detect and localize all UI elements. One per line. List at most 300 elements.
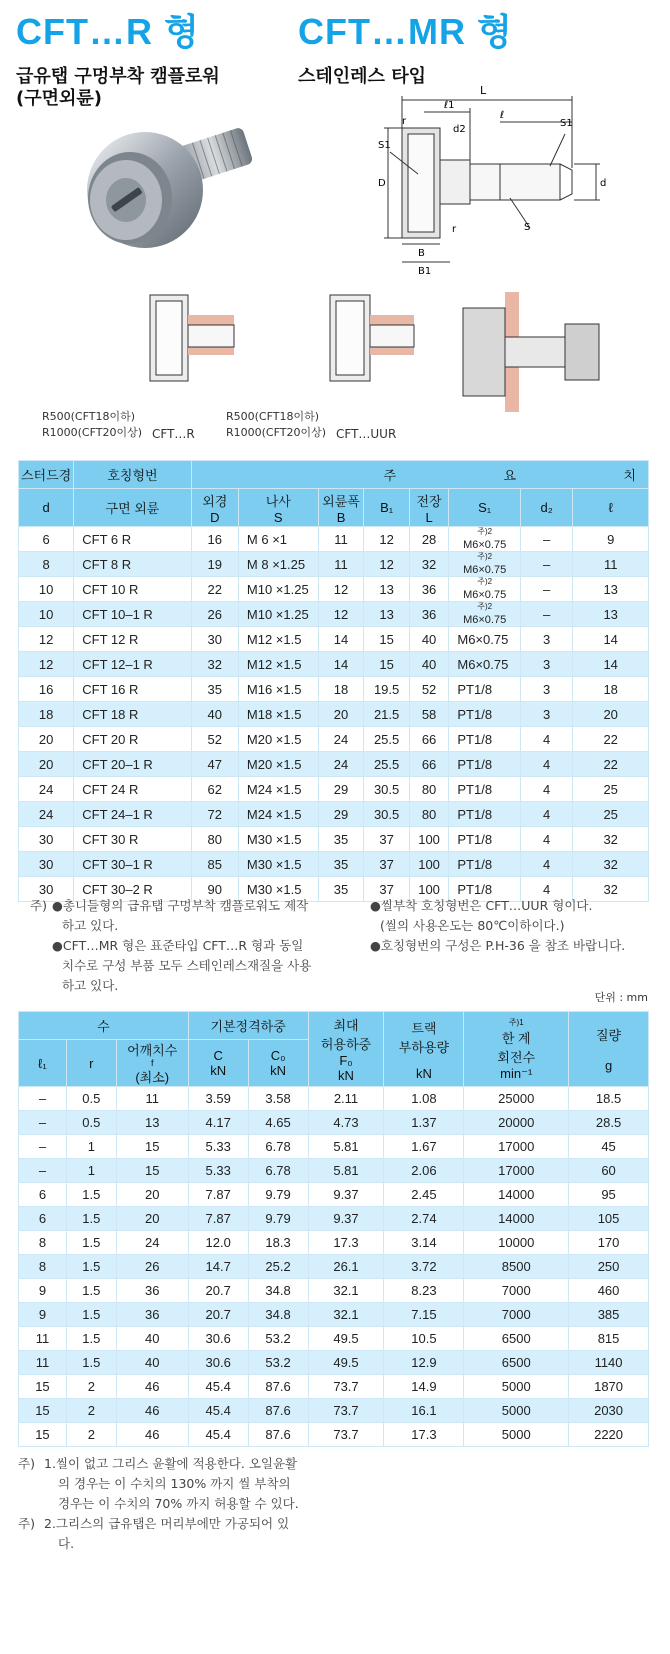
table-cell-r: 1.5 xyxy=(66,1207,116,1231)
note-left-2: ●CFT…MR 형은 표준타입 CFT…R 형과 동일 xyxy=(52,938,304,953)
table-row xyxy=(19,1255,649,1279)
table-cell-L: 28 xyxy=(409,527,449,552)
table-cell-l: 14 xyxy=(573,652,649,677)
table-cell-L: 40 xyxy=(409,627,449,652)
th2-max-top: 최대 xyxy=(333,1018,359,1033)
th2-l1: ℓ₁ xyxy=(19,1040,67,1087)
table-cell-l: 14 xyxy=(573,627,649,652)
table-cell-L: 100 xyxy=(409,827,449,852)
table-cell-mass: 250 xyxy=(569,1255,649,1279)
table-row xyxy=(19,577,649,602)
table-cell-d2: – xyxy=(520,602,572,627)
table-cell-f: 40 xyxy=(116,1351,188,1375)
table-cell-model: CFT 10–1 R xyxy=(74,602,191,627)
table-cell-rpm: 7000 xyxy=(464,1279,569,1303)
th-S-sym: S xyxy=(273,509,283,525)
table-cell-l: 11 xyxy=(573,552,649,577)
table-row xyxy=(19,777,649,802)
table-cell-S1: PT1/8 xyxy=(449,877,521,902)
th-main-chi: 치 xyxy=(623,468,636,483)
note-left-2b: 치수로 구성 부품 모두 스테인레스재질을 사용 xyxy=(62,958,312,973)
note-right-1: ●씰부착 호칭형번은 CFT…UUR 형이다. xyxy=(370,898,593,913)
label-r-bottom: r xyxy=(452,224,457,235)
table-cell-F0: 32.1 xyxy=(308,1279,384,1303)
table-cell-D: 32 xyxy=(191,652,238,677)
th-L-top: 전장 xyxy=(416,493,442,509)
th2-mass-g: g xyxy=(604,1058,613,1073)
table-cell-D: 90 xyxy=(191,877,238,902)
table-cell-F0: 4.73 xyxy=(308,1111,384,1135)
table-cell-C0: 87.6 xyxy=(248,1423,308,1447)
table-cell-model: CFT 20 R xyxy=(74,727,191,752)
th2-limit-mid: 회전수 xyxy=(497,1049,536,1065)
table-cell-mass: 2030 xyxy=(569,1399,649,1423)
dimension-drawing xyxy=(360,78,660,278)
table-cell-B1: 37 xyxy=(364,827,409,852)
table-cell-D: 52 xyxy=(191,727,238,752)
caption-r500-b: R500(CFT18이하) xyxy=(226,410,320,423)
table-cell-B: 12 xyxy=(318,577,364,602)
table-cell-D: 16 xyxy=(191,527,238,552)
table-row xyxy=(19,1111,649,1135)
table-cell-d2: 4 xyxy=(520,877,572,902)
table-cell-mass: 460 xyxy=(569,1279,649,1303)
table-cell-l: 13 xyxy=(573,577,649,602)
th2-C-sym: C xyxy=(213,1048,223,1063)
table-row xyxy=(19,727,649,752)
table-cell-track: 10.5 xyxy=(384,1327,464,1351)
table-cell-C0: 3.58 xyxy=(248,1087,308,1111)
table-cell-B1: 30.5 xyxy=(364,777,409,802)
table-cell-F0: 9.37 xyxy=(308,1207,384,1231)
table-row xyxy=(19,602,649,627)
th-main-ju: 주 xyxy=(383,468,397,483)
th2-C-kn: kN xyxy=(210,1063,227,1078)
table-cell-C0: 25.2 xyxy=(248,1255,308,1279)
th2-basic: 기본정격하중 xyxy=(188,1012,308,1040)
table-cell-l1: 11 xyxy=(19,1351,67,1375)
table-row xyxy=(19,1279,649,1303)
th2-C0 xyxy=(248,1040,308,1087)
page-title-cft-r: CFT…R 형 xyxy=(16,11,200,52)
label-S1-right: S1 xyxy=(560,118,573,129)
table-cell-track: 1.67 xyxy=(384,1135,464,1159)
table-cell-d: 30 xyxy=(19,877,74,902)
th2-limit xyxy=(464,1012,569,1087)
table-cell-C0: 53.2 xyxy=(248,1351,308,1375)
table-cell-l1: 9 xyxy=(19,1279,67,1303)
table-cell-mass: 18.5 xyxy=(569,1087,649,1111)
mount-figure-uur xyxy=(320,285,415,395)
spec-table-loads-body xyxy=(19,1087,649,1447)
s1-value: M6×0.75 xyxy=(463,588,507,601)
table-cell-f: 26 xyxy=(116,1255,188,1279)
table-cell-mass: 815 xyxy=(569,1327,649,1351)
note2-2b: 다. xyxy=(58,1536,75,1551)
table-cell-S1: PT1/8 xyxy=(449,752,521,777)
label-d: d xyxy=(600,178,607,189)
subtitle-left xyxy=(16,66,220,110)
table-cell-model: CFT 20–1 R xyxy=(74,752,191,777)
table-cell-S1: PT1/8 xyxy=(449,852,521,877)
table-cell-model: CFT 8 R xyxy=(74,552,191,577)
table-cell-B1: 25.5 xyxy=(364,752,409,777)
th2-limit-top: 한 계 xyxy=(501,1030,531,1046)
s1-value: M6×0.75 xyxy=(463,563,507,576)
footnote-marker: 주)2 xyxy=(477,526,493,536)
spec-table-dimensions xyxy=(18,460,649,902)
table-cell-d2: 4 xyxy=(520,852,572,877)
footnote-marker: 주)2 xyxy=(477,551,493,561)
notes-block-1 xyxy=(30,896,47,916)
table-cell-d2: 3 xyxy=(520,702,572,727)
table-cell-S1: PT1/8 xyxy=(449,777,521,802)
table-row xyxy=(19,1183,649,1207)
th2-track-top: 트랙 xyxy=(411,1020,437,1036)
table-row xyxy=(19,1351,649,1375)
table-cell-mass: 1140 xyxy=(569,1351,649,1375)
table-cell-S: M 6 ×1 xyxy=(238,527,318,552)
table-cell-F0: 9.37 xyxy=(308,1183,384,1207)
table-cell-B: 14 xyxy=(318,627,364,652)
table-cell-B: 11 xyxy=(318,527,364,552)
th-main-dims xyxy=(191,461,648,489)
table-cell-r: 1.5 xyxy=(66,1255,116,1279)
table-cell-l: 13 xyxy=(573,602,649,627)
table-cell-track: 7.15 xyxy=(384,1303,464,1327)
table-cell-L: 58 xyxy=(409,702,449,727)
table-cell-f: 46 xyxy=(116,1375,188,1399)
table-cell-rpm: 7000 xyxy=(464,1303,569,1327)
th-D-top: 외경 xyxy=(202,493,228,509)
product-photo xyxy=(70,108,260,253)
table-cell-C: 12.0 xyxy=(188,1231,248,1255)
table-cell-S1: PT1/8 xyxy=(449,827,521,852)
table-cell-B: 29 xyxy=(318,802,364,827)
table-cell-L: 52 xyxy=(409,677,449,702)
th-B1: B₁ xyxy=(364,489,409,527)
table-cell-rpm: 8500 xyxy=(464,1255,569,1279)
subtitle-left-line1: 급유탭 구멍부착 캠플로워 xyxy=(16,66,220,87)
table-cell-mass: 105 xyxy=(569,1207,649,1231)
table-cell-l1: 15 xyxy=(19,1399,67,1423)
table-cell-F0: 5.81 xyxy=(308,1135,384,1159)
table-cell-rpm: 14000 xyxy=(464,1207,569,1231)
table-cell-F0: 49.5 xyxy=(308,1351,384,1375)
table-cell-B1: 19.5 xyxy=(364,677,409,702)
table-cell-B: 20 xyxy=(318,702,364,727)
table-cell-L: 40 xyxy=(409,652,449,677)
table-cell-f: 13 xyxy=(116,1111,188,1135)
table-cell-model: CFT 30–2 R xyxy=(74,877,191,902)
th-model: 호칭형번 xyxy=(74,461,191,489)
table-cell-r: 2 xyxy=(66,1423,116,1447)
table-cell-C: 7.87 xyxy=(188,1207,248,1231)
table-cell-track: 3.72 xyxy=(384,1255,464,1279)
table-row xyxy=(19,552,649,577)
table-cell-l1: 8 xyxy=(19,1231,67,1255)
table-row xyxy=(19,677,649,702)
th2-shoulder xyxy=(116,1040,188,1087)
table-cell-r: 0.5 xyxy=(66,1087,116,1111)
table-cell-d: 16 xyxy=(19,677,74,702)
table-cell-L: 80 xyxy=(409,802,449,827)
note2-prefix-1: 주) xyxy=(18,1456,35,1471)
label-D: D xyxy=(378,178,386,189)
table-row xyxy=(19,1327,649,1351)
label-B1: B1 xyxy=(418,266,432,277)
table-cell-S: M10 ×1.25 xyxy=(238,577,318,602)
note2-1c: 경우는 이 수치의 70% 까지 허용할 수 있다. xyxy=(58,1496,299,1511)
subtitle-right: 스테인레스 타입 xyxy=(298,66,426,87)
table-cell-l: 9 xyxy=(573,527,649,552)
table-cell-S1: PT1/8 xyxy=(449,727,521,752)
table-cell-C: 4.17 xyxy=(188,1111,248,1135)
table-cell-C0: 9.79 xyxy=(248,1207,308,1231)
table-row xyxy=(19,702,649,727)
table-cell-B1: 12 xyxy=(364,552,409,577)
table-cell-F0: 17.3 xyxy=(308,1231,384,1255)
table-cell-S1 xyxy=(449,577,521,602)
table-cell-d2: 3 xyxy=(520,652,572,677)
table-cell-d2: 4 xyxy=(520,727,572,752)
table-cell-C: 45.4 xyxy=(188,1423,248,1447)
table-cell-L: 66 xyxy=(409,727,449,752)
table-cell-mass: 28.5 xyxy=(569,1111,649,1135)
table-cell-d: 18 xyxy=(19,702,74,727)
note2-1b: 의 경우는 이 수치의 130% 까지 씰 부착의 xyxy=(58,1476,291,1491)
table-cell-d: 6 xyxy=(19,527,74,552)
table-cell-B1: 25.5 xyxy=(364,727,409,752)
table-cell-r: 1 xyxy=(66,1159,116,1183)
table-cell-r: 2 xyxy=(66,1399,116,1423)
th-S-top: 나사 xyxy=(265,493,291,509)
th-S1: S₁ xyxy=(449,489,521,527)
table-cell-C0: 18.3 xyxy=(248,1231,308,1255)
table-cell-B1: 12 xyxy=(364,527,409,552)
cam-follower-photo-icon xyxy=(70,108,260,253)
table-cell-mass: 95 xyxy=(569,1183,649,1207)
th-stud: 스터드경 xyxy=(19,461,74,489)
table-cell-d: 24 xyxy=(19,777,74,802)
th-S xyxy=(238,489,318,527)
table-cell-rpm: 5000 xyxy=(464,1399,569,1423)
table-cell-f: 20 xyxy=(116,1183,188,1207)
th-B-sym: B xyxy=(336,509,346,525)
th-L xyxy=(409,489,449,527)
table-cell-rpm: 5000 xyxy=(464,1423,569,1447)
table-cell-D: 35 xyxy=(191,677,238,702)
table-cell-S1: M6×0.75 xyxy=(449,627,521,652)
table-cell-F0: 73.7 xyxy=(308,1423,384,1447)
table-row xyxy=(19,1423,649,1447)
table-cell-S1 xyxy=(449,602,521,627)
table-row xyxy=(19,527,649,552)
table-cell-rpm: 6500 xyxy=(464,1351,569,1375)
table-cell-C0: 4.65 xyxy=(248,1111,308,1135)
caption-r500-a: R500(CFT18이하) xyxy=(42,410,136,423)
footnote-marker: 주)2 xyxy=(477,601,493,611)
table-cell-mass: 385 xyxy=(569,1303,649,1327)
table-row xyxy=(19,802,649,827)
table-cell-rpm: 6500 xyxy=(464,1327,569,1351)
note-left-1: ●총니들형의 급유탭 구멍부착 캠플로워도 제작 xyxy=(52,898,309,913)
page-title-cft-mr: CFT…MR 형 xyxy=(298,11,513,52)
s1-value: M6×0.75 xyxy=(463,613,507,626)
table-cell-B: 24 xyxy=(318,752,364,777)
table-row xyxy=(19,627,649,652)
th-B xyxy=(318,489,364,527)
table-cell-L: 100 xyxy=(409,852,449,877)
table-cell-B1: 13 xyxy=(364,577,409,602)
table-cell-d: 30 xyxy=(19,852,74,877)
th2-limit-rpm: min⁻¹ xyxy=(500,1065,533,1081)
table-cell-C: 30.6 xyxy=(188,1351,248,1375)
unit-label: 단위 : mm xyxy=(594,991,648,1004)
caption-cft-r: CFT…R xyxy=(152,427,195,441)
table-cell-r: 1.5 xyxy=(66,1183,116,1207)
th2-track-kn: kN xyxy=(415,1065,432,1081)
table-cell-l1: 11 xyxy=(19,1327,67,1351)
th2-r: r xyxy=(66,1040,116,1087)
table-cell-l1: – xyxy=(19,1087,67,1111)
table-cell-f: 46 xyxy=(116,1399,188,1423)
table-cell-l1: 8 xyxy=(19,1255,67,1279)
table-cell-C: 7.87 xyxy=(188,1183,248,1207)
table-cell-r: 1.5 xyxy=(66,1231,116,1255)
notes-block-2 xyxy=(18,1454,348,1554)
table-cell-S: M12 ×1.5 xyxy=(238,627,318,652)
table-cell-r: 1.5 xyxy=(66,1351,116,1375)
table-cell-rpm: 20000 xyxy=(464,1111,569,1135)
table-cell-mass: 45 xyxy=(569,1135,649,1159)
label-B: B xyxy=(418,248,425,259)
table-cell-d2: – xyxy=(520,527,572,552)
table-row xyxy=(19,652,649,677)
table-cell-S: M16 ×1.5 xyxy=(238,677,318,702)
table-cell-S1: PT1/8 xyxy=(449,702,521,727)
spec-table-dimensions-body xyxy=(19,527,649,902)
table-cell-f: 36 xyxy=(116,1279,188,1303)
table-cell-B: 29 xyxy=(318,777,364,802)
table-cell-track: 2.45 xyxy=(384,1183,464,1207)
table-cell-S: M30 ×1.5 xyxy=(238,877,318,902)
table-cell-track: 1.08 xyxy=(384,1087,464,1111)
label-S1-left: S1 xyxy=(378,140,391,151)
th2-mass-label: 질량 xyxy=(595,1028,622,1043)
table-cell-C0: 9.79 xyxy=(248,1183,308,1207)
table-cell-l: 18 xyxy=(573,677,649,702)
table-cell-B1: 37 xyxy=(364,852,409,877)
table-cell-B1: 15 xyxy=(364,652,409,677)
table-cell-track: 3.14 xyxy=(384,1231,464,1255)
notes-left xyxy=(52,896,352,996)
th2-shoulder-f: f xyxy=(150,1058,154,1068)
note2-2a: 2.그리스의 급유탭은 머리부에만 가공되어 있 xyxy=(44,1516,290,1531)
table-row xyxy=(19,1159,649,1183)
footnote-marker: 주)2 xyxy=(477,576,493,586)
table-cell-L: 80 xyxy=(409,777,449,802)
table-cell-rpm: 14000 xyxy=(464,1183,569,1207)
table-cell-S1 xyxy=(449,527,521,552)
table-cell-S: M 8 ×1.25 xyxy=(238,552,318,577)
table-cell-model: CFT 18 R xyxy=(74,702,191,727)
table-cell-d: 12 xyxy=(19,652,74,677)
table-cell-model: CFT 12 R xyxy=(74,627,191,652)
table-cell-rpm: 25000 xyxy=(464,1087,569,1111)
table-cell-d: 20 xyxy=(19,752,74,777)
table-cell-mass: 2220 xyxy=(569,1423,649,1447)
table-cell-B: 24 xyxy=(318,727,364,752)
table-row xyxy=(19,852,649,877)
table-cell-l1: 6 xyxy=(19,1207,67,1231)
table-cell-d2: 4 xyxy=(520,752,572,777)
table-cell-C0: 87.6 xyxy=(248,1399,308,1423)
table-cell-D: 26 xyxy=(191,602,238,627)
table-cell-B1: 30.5 xyxy=(364,802,409,827)
table-cell-S: M10 ×1.25 xyxy=(238,602,318,627)
th2-limit-note: 주)1 xyxy=(508,1017,524,1027)
table-cell-L: 36 xyxy=(409,577,449,602)
table-cell-l: 32 xyxy=(573,877,649,902)
table-cell-model: CFT 12–1 R xyxy=(74,652,191,677)
label-r-top: r xyxy=(402,116,407,127)
table-cell-C0: 6.78 xyxy=(248,1159,308,1183)
table-cell-C: 20.7 xyxy=(188,1303,248,1327)
th2-max-kn: kN xyxy=(338,1068,354,1083)
table-cell-d: 20 xyxy=(19,727,74,752)
table-cell-track: 2.06 xyxy=(384,1159,464,1183)
table-cell-S1: PT1/8 xyxy=(449,802,521,827)
label-d2: d2 xyxy=(453,124,466,135)
table-cell-B1: 21.5 xyxy=(364,702,409,727)
table-cell-f: 40 xyxy=(116,1327,188,1351)
th-B-top: 외륜폭 xyxy=(322,493,360,509)
table-cell-d2: 4 xyxy=(520,827,572,852)
caption-cft-uur: CFT…UUR xyxy=(336,427,397,441)
table-cell-d2: 3 xyxy=(520,677,572,702)
table-row xyxy=(19,1135,649,1159)
table-cell-l: 25 xyxy=(573,802,649,827)
table-cell-B: 35 xyxy=(318,877,364,902)
table-cell-C0: 53.2 xyxy=(248,1327,308,1351)
th-main-yo: 요 xyxy=(503,468,517,483)
th-L-sym: L xyxy=(425,509,433,525)
th2-track-mid: 부하용량 xyxy=(398,1039,450,1055)
note2-1a: 1.씰이 없고 그리스 윤활에 적용한다. 오일윤활 xyxy=(44,1456,298,1471)
table-row xyxy=(19,1303,649,1327)
table-cell-d2: – xyxy=(520,577,572,602)
table-cell-B: 18 xyxy=(318,677,364,702)
table-cell-mass: 1870 xyxy=(569,1375,649,1399)
table-cell-C: 20.7 xyxy=(188,1279,248,1303)
th2-C0-kn: kN xyxy=(270,1063,287,1078)
table-cell-S: M12 ×1.5 xyxy=(238,652,318,677)
table-cell-d: 10 xyxy=(19,602,74,627)
caption-r1000-a: R1000(CFT20이상) xyxy=(42,426,143,439)
table-cell-F0: 49.5 xyxy=(308,1327,384,1351)
table-cell-D: 72 xyxy=(191,802,238,827)
table-cell-D: 22 xyxy=(191,577,238,602)
table-cell-L: 66 xyxy=(409,752,449,777)
table-cell-C: 45.4 xyxy=(188,1399,248,1423)
table-cell-D: 85 xyxy=(191,852,238,877)
th2-su: 수 xyxy=(19,1012,189,1040)
table-cell-l1: 9 xyxy=(19,1303,67,1327)
table-cell-l1: 15 xyxy=(19,1423,67,1447)
label-l: ℓ xyxy=(500,110,505,121)
table-cell-S1 xyxy=(449,552,521,577)
